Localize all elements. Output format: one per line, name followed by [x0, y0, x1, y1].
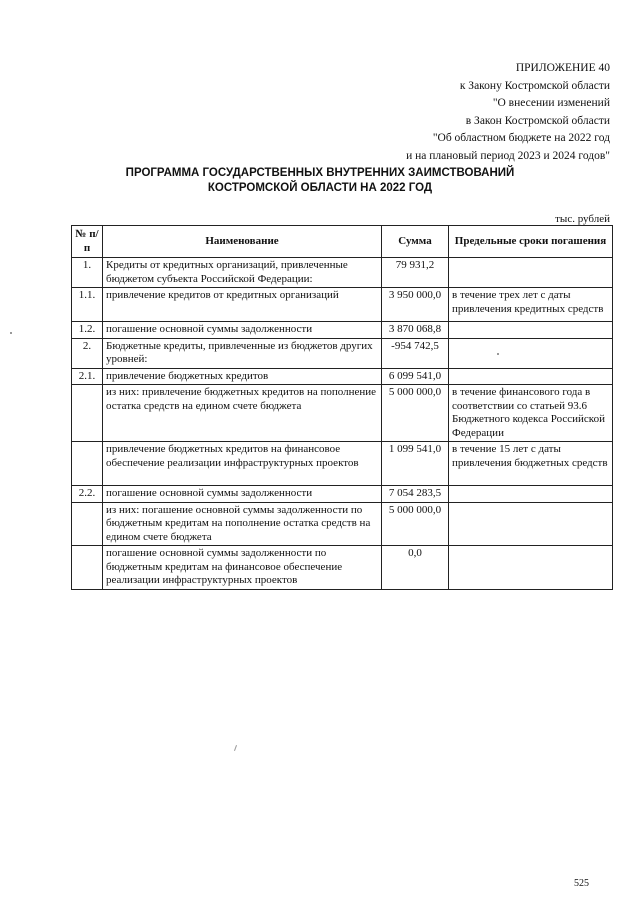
row-num: 2.2.	[72, 486, 103, 503]
row-num: 1.2.	[72, 322, 103, 339]
scan-speck	[497, 353, 499, 355]
row-terms: в течение 15 лет с даты привлечения бюджетных средств	[449, 442, 613, 486]
table-row	[72, 368, 613, 385]
row-num: 2.	[72, 338, 103, 368]
row-num: 1.1.	[72, 288, 103, 322]
row-name: погашение основной суммы задолженности	[103, 486, 382, 503]
header-sum: Сумма	[382, 226, 449, 258]
header-line: "Об областном бюджете на 2022 год	[432, 132, 610, 144]
row-terms	[449, 502, 613, 546]
header-terms: Предельные сроки погашения	[449, 226, 613, 258]
row-sum: 6 099 541,0	[382, 368, 449, 385]
table-row	[72, 385, 613, 442]
title-line-2: КОСТРОМСКОЙ ОБЛАСТИ НА 2022 ГОД	[207, 182, 433, 194]
document-title	[0, 166, 640, 196]
row-terms	[449, 258, 613, 288]
row-sum: 7 054 283,5	[382, 486, 449, 503]
row-terms: в течение трех лет с даты привлечения кредитных средств	[449, 288, 613, 322]
row-sum: 5 000 000,0	[382, 385, 449, 442]
header-name: Наименование	[103, 226, 382, 258]
table-row	[72, 288, 613, 322]
table-header-row	[72, 226, 613, 258]
row-sum: 3 950 000,0	[382, 288, 449, 322]
appendix-header	[406, 60, 610, 165]
row-num	[72, 385, 103, 442]
title-line-1: ПРОГРАММА ГОСУДАРСТВЕННЫХ ВНУТРЕННИХ ЗАИМСТВОВАНИЙ	[125, 167, 515, 179]
table-row	[72, 338, 613, 368]
row-num	[72, 502, 103, 546]
header-line: "О внесении изменений	[492, 97, 610, 109]
row-terms	[449, 486, 613, 503]
table-row	[72, 322, 613, 339]
table-row	[72, 486, 613, 503]
row-name: Бюджетные кредиты, привлеченные из бюджетов других уровней:	[103, 338, 382, 368]
header-line: и на плановый период 2023 и 2024 годов"	[406, 149, 610, 162]
row-sum: 79 931,2	[382, 258, 449, 288]
header-line: в Закон Костромской области	[465, 114, 610, 127]
row-sum: 1 099 541,0	[382, 442, 449, 486]
row-sum: -954 742,5	[382, 338, 449, 368]
row-terms: в течение финансового года в соответствии со статьей 93.6 Бюджетного кодекса Российской Федерации	[449, 385, 613, 442]
row-num	[72, 546, 103, 590]
units-label: тыс. рублей	[555, 213, 610, 225]
page-number: 525	[574, 878, 589, 889]
row-num: 1.	[72, 258, 103, 288]
borrowings-table	[71, 225, 613, 590]
row-name: Кредиты от кредитных организаций, привлеченные бюджетом субъекта Российской Федерации:	[103, 258, 382, 288]
table-row	[72, 258, 613, 288]
scan-speck	[234, 745, 237, 751]
table-row	[72, 546, 613, 590]
row-name: привлечение бюджетных кредитов	[103, 368, 382, 385]
header-num: № п/п	[72, 226, 103, 258]
row-name: из них: привлечение бюджетных кредитов на пополнение остатка средств на едином счете бюджета	[103, 385, 382, 442]
row-name: погашение основной суммы задолженности по бюджетным кредитам на финансовое обеспечение реализации инфраструктурных проектов	[103, 546, 382, 590]
row-sum: 5 000 000,0	[382, 502, 449, 546]
row-name: погашение основной суммы задолженности	[103, 322, 382, 339]
table-row	[72, 502, 613, 546]
scan-speck	[10, 332, 12, 334]
row-name: из них: погашение основной суммы задолженности по бюджетным кредитам на пополнение остатка средств на едином счете бюджета	[103, 502, 382, 546]
row-num: 2.1.	[72, 368, 103, 385]
row-terms	[449, 546, 613, 590]
row-num	[72, 442, 103, 486]
row-name: привлечение бюджетных кредитов на финансовое обеспечение реализации инфраструктурных проектов	[103, 442, 382, 486]
row-sum: 0,0	[382, 546, 449, 590]
row-name: привлечение кредитов от кредитных организаций	[103, 288, 382, 322]
row-sum: 3 870 068,8	[382, 322, 449, 339]
row-terms	[449, 368, 613, 385]
row-terms	[449, 338, 613, 368]
header-line: ПРИЛОЖЕНИЕ 40	[515, 62, 610, 74]
table-row	[72, 442, 613, 486]
row-terms	[449, 322, 613, 339]
header-line: к Закону Костромской области	[459, 79, 610, 92]
